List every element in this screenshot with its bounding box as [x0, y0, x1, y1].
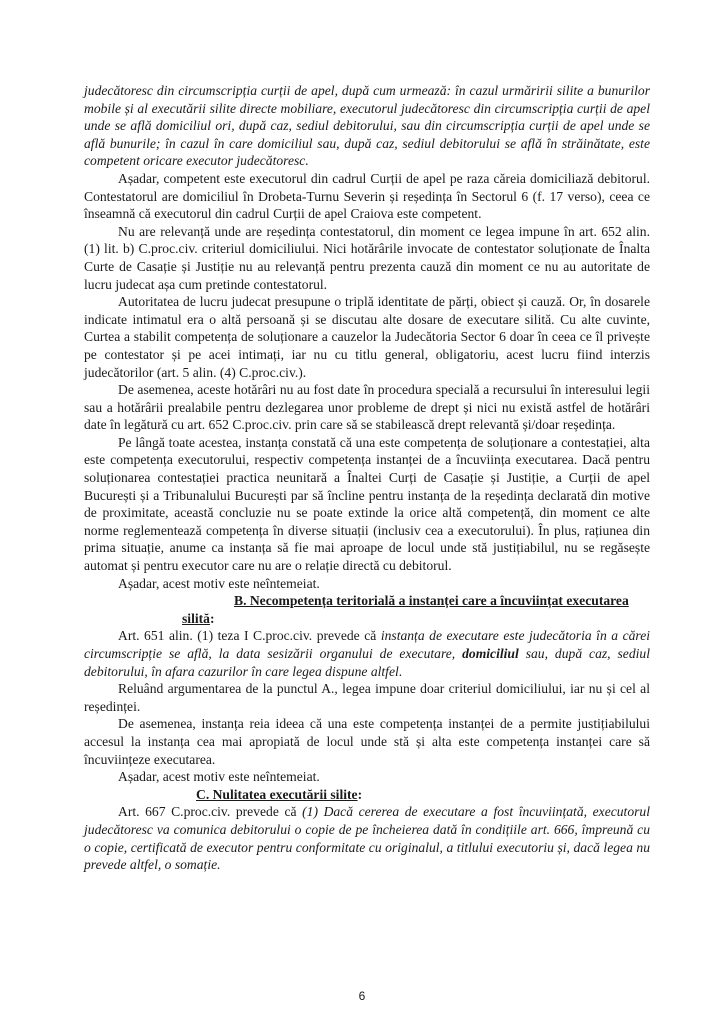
page-number: 6 [358, 989, 366, 1003]
paragraph-art-651 [84, 627, 650, 680]
art-651-quote-part1: instanța de executare este judecătoria în a cărei circumscripție se află, la data sesizării organului de executare, [84, 628, 651, 661]
paragraph-competence-distinction: Pe lângă toate acestea, instanța constată că una este competența de soluționare a contestației, alta este competența executorului, respectiv competența instanței de a încuviința executarea. Dacă pentru soluționarea contestației practica neunitară a Înaltei Curți de Casație și Justiție, a Curții de apel București și a Tribunalului București par să încline pentru instanța de la reședința declarată din motive de proximitate, această concluzie nu se poate extinde la orice altă competență, din moment ce alte norme reglementează competența în diverse situații (inclusiv cea a executorului). În plus, rațiunea din prima situație, anume ca instanța să fie mai aproape de locul unde stă justițiabilul, nu se regăsește automat și pentru executor care nu are o relație directă cu debitorul. [84, 434, 650, 574]
paragraph-art-667 [84, 803, 650, 873]
art-651-quote-part2: sau, după caz, sediul debitorului, în afara cazurilor în care legea dispune altfel [84, 646, 650, 679]
art-651-lead: Art. 651 alin. (1) teza I C.proc.civ. prevede că [118, 628, 381, 644]
paragraph-quoted-law-continuation: judecătoresc din circumscripția curții de apel, după cum urmează: în cazul urmăririi silite a bunurilor mobile și al executării silite directe mobiliare, executorul judecătoresc din circumscripția curții de apel unde se află domiciliul ori, după caz, sediul debitorului, sau din circumscripția curții de apel unde se află bunurile; în cazul în care domiciliul sau, după caz, sediul debitorului se află în străinătate, este competent oricare executor judecătoresc. [84, 83, 650, 169]
art-651-end: . [398, 663, 403, 679]
art-667-lead: Art. 667 C.proc.civ. prevede că [118, 804, 303, 820]
paragraph-no-binding-decisions: De asemenea, aceste hotărâri nu au fost date în procedura specială a recursului în interesului legii sau a hotărârii prealabile pentru dezlegarea unor probleme de drept și nici nu există astfel de hotărâri date în legătură cu art. 652 C.proc.civ. prin care să se stabilească drept relevantă și/doar reședința. [84, 382, 650, 433]
section-heading-b-line1: B. Necompetența teritorială a instanței care a încuviințat executarea [234, 593, 629, 609]
paragraph-access-to-court: De asemenea, instanța reia ideea că una este competența instanței de a permite justițiabilului accesul la instanța cea mai apropiată de locul unde stă și alta este competența instanței care să încuviințeze executarea. [84, 716, 650, 767]
paragraph-competent-executor: Așadar, competent este executorul din cadrul Curții de apel pe raza căreia domiciliază debitorul. Contestatorul are domiciliul în Drobeta-Turnu Severin și reședința în Sectorul 6 (f. 17 verso), ceea ce înseamnă că executorul din cadrul Curții de apel Craiova este competent. [84, 170, 650, 222]
paragraph-conclusion-a: Așadar, acest motiv este neîntemeiat. [118, 575, 320, 591]
section-heading-c-colon: : [357, 786, 363, 802]
paragraph-residence-irrelevant: Nu are relevanță unde are reședința contestatorul, din moment ce legea impune în art. 652 alin. (1) lit. b) C.proc.civ. criteriul domiciliului. Nici hotărârile invocate de contestator soluționate de Înalta Curte de Casație și Justiție nu au relevanță pentru prezenta cauză din moment ce nu au autoritate de lucru judecat așa cum pretinde contestatorul. [84, 223, 650, 292]
section-heading-b-line2: silită [182, 610, 210, 626]
section-heading-c-text: C. Nulitatea executării silite [196, 786, 358, 802]
art-651-quote-domiciliul: domiciliul [462, 646, 519, 661]
paragraph-res-judicata: Autoritatea de lucru judecat presupune o triplă identitate de părți, obiect și cauză. Or, în dosarele indicate intimatul era o altă persoană și se discutau alte dosare de executare silită. Cu alte cuvinte, Curtea a stabilit competența de soluționare a cauzelor la Judecătoria Sector 6 doar în ceea ce îl privește pe contestator și pe acei intimați, iar nu cu titlu general, obligatoriu, acest lucru fiind interzis judecătorilor (art. 5 alin. (4) C.proc.civ.). [84, 294, 650, 380]
page-body [84, 82, 650, 874]
paragraph-conclusion-b: Așadar, acest motiv este neîntemeiat. [118, 769, 320, 785]
section-heading-b-colon: : [209, 610, 215, 626]
paragraph-reluand-argumentarea: Reluând argumentarea de la punctul A., legea impune doar criteriul domiciliului, iar nu și cel al reședinței. [84, 681, 650, 714]
section-heading-c [84, 786, 650, 804]
section-heading-b [84, 592, 650, 627]
art-667-quote: (1) Dacă cererea de executare a fost încuviințată, executorul judecătoresc va comunica debitorului o copie de pe încheierea dată în condițiile art. 666, împreună cu o copie, certificată de executor pentru conformitate cu originalul, a titlului executoriu și, dacă legea nu prevede altfel, o somație. [84, 804, 650, 873]
